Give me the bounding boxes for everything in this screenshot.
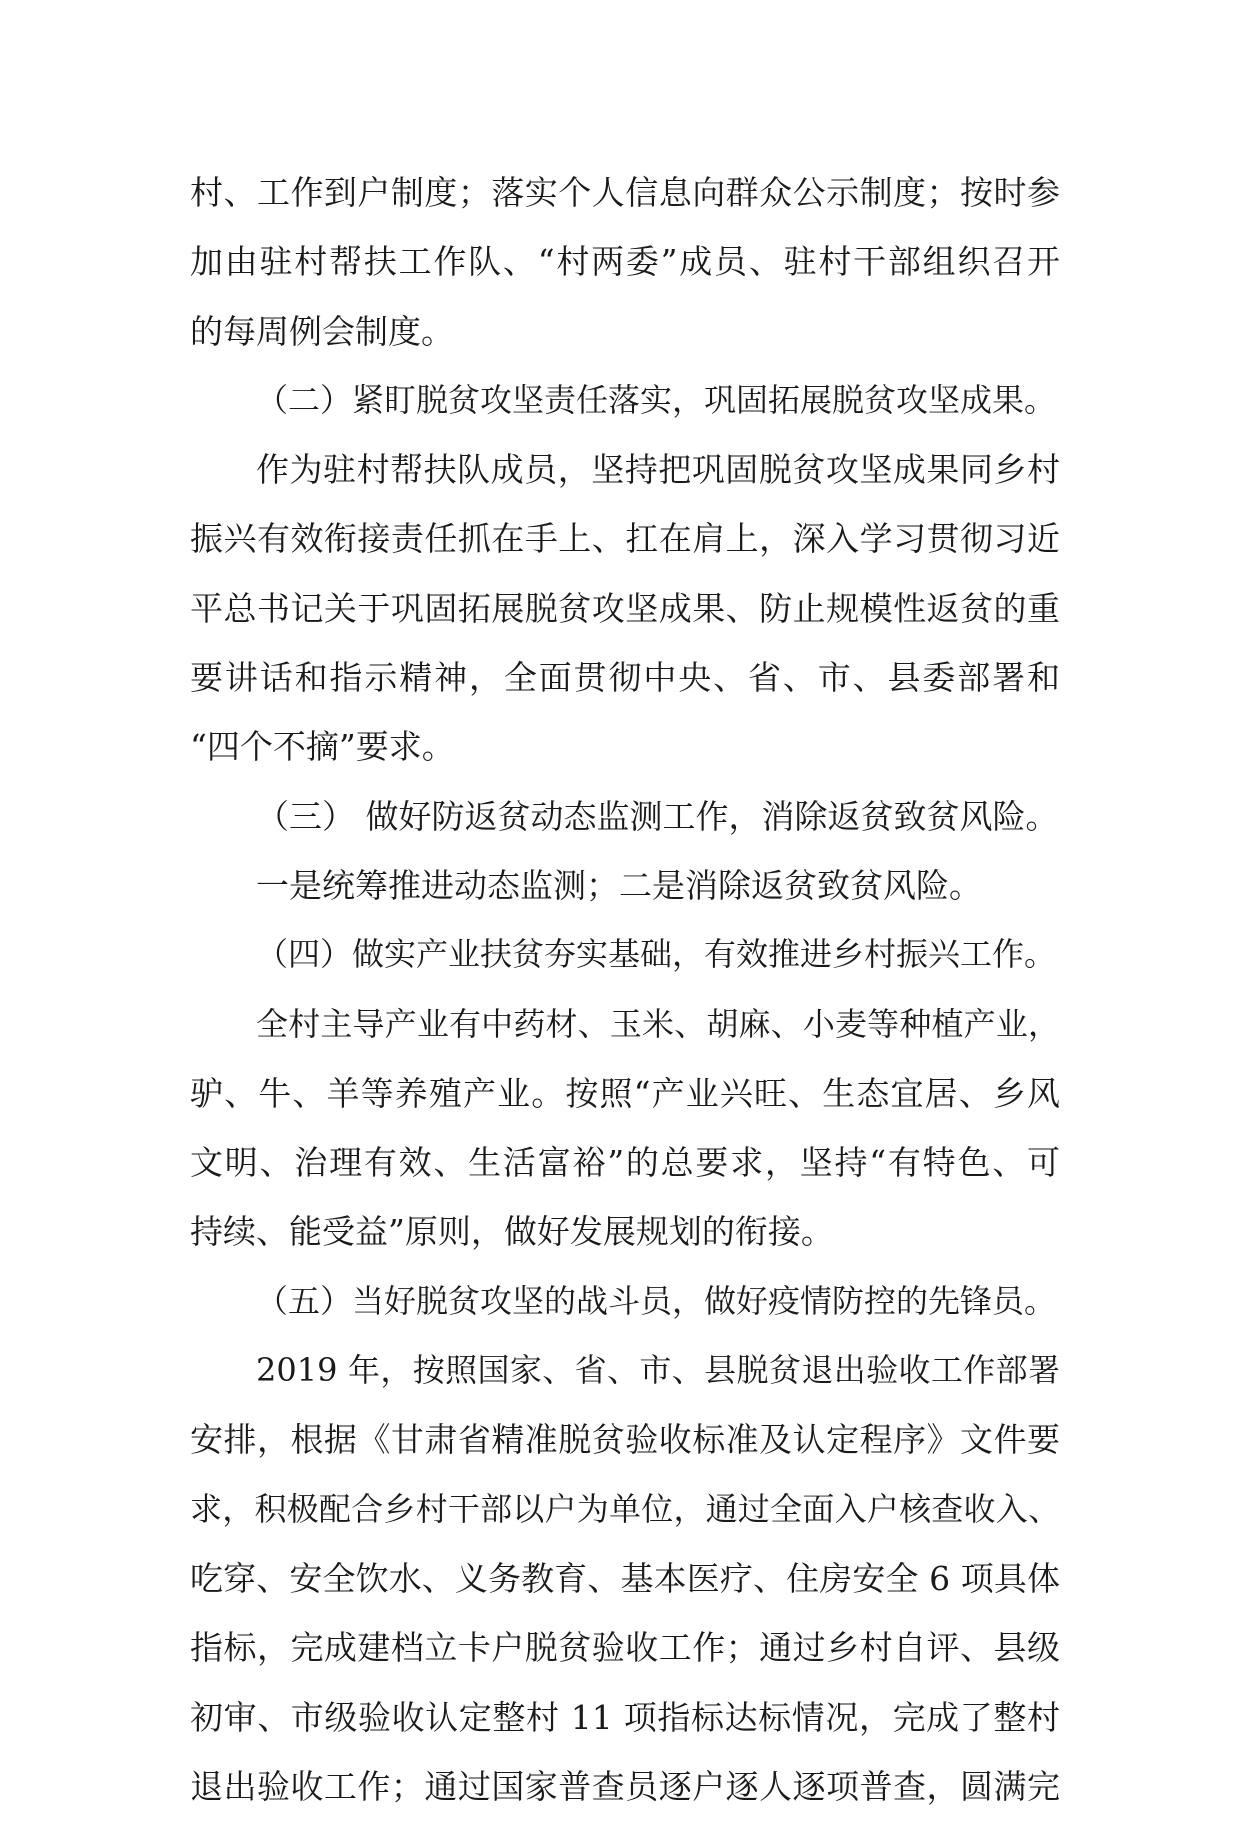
text-line: 的每周例会制度。 (190, 311, 454, 351)
text-line: 持续、能受益”原则，做好发展规划的衔接。 (190, 1212, 834, 1252)
text-line: 指标，完成建档立卡户脱贫验收工作；通过乡村自评、县级 (190, 1628, 1060, 1668)
text-line: 村、工作到户制度；落实个人信息向群众公示制度；按时参 (190, 173, 1060, 212)
text-line: 平总书记关于巩固拓展脱贫攻坚成果、防止规模性返贫的重 (190, 588, 1060, 628)
section-heading-2: （二）紧盯脱贫攻坚责任落实，巩固拓展脱贫攻坚成果。 (256, 380, 1057, 419)
text-line: 作为驻村帮扶队成员，坚持把巩固脱贫攻坚成果同乡村 (256, 450, 1060, 490)
document-body (190, 158, 1060, 1821)
text-line: 2019 年，按照国家、省、市、县脱贫退出验收工作部署 (256, 1351, 1060, 1390)
section-heading-5: （五）当好脱贫攻坚的战斗员，做好疫情防控的先锋员。 (256, 1281, 1057, 1320)
text-line: 加由驻村帮扶工作队、“村两委”成员、驻村干部组织召开 (190, 242, 1060, 282)
text-line: 退出验收工作；通过国家普查员逐户逐人逐项普查，圆满完 (190, 1766, 1060, 1806)
section-heading-3: （三） 做好防返贫动态监测工作，消除返贫致贫风险。 (256, 796, 1059, 836)
text-line: 文明、治理有效、生活富裕”的总要求，坚持“有特色、可 (190, 1143, 1060, 1183)
text-line: “四个不摘”要求。 (190, 727, 455, 767)
text-line: 求，积极配合乡村干部以户为单位，通过全面入户核查收入、 (190, 1489, 1060, 1528)
text-line: 要讲话和指示精神，全面贯彻中央、省、市、县委部署和 (190, 658, 1060, 698)
text-line: 一是统筹推进动态监测；二是消除返贫致贫风险。 (256, 865, 982, 905)
text-line: 全村主导产业有中药材、玉米、胡麻、小麦等种植产业， (256, 1004, 1060, 1043)
section-heading-4: （四）做实产业扶贫夯实基础，有效推进乡村振兴工作。 (256, 935, 1057, 974)
text-line: 驴、牛、羊等养殖产业。按照“产业兴旺、生态宜居、乡风 (190, 1073, 1060, 1113)
text-line: 振兴有效衔接责任抓在手上、扛在肩上，深入学习贯彻习近 (190, 519, 1060, 559)
text-line: 吃穿、安全饮水、义务教育、基本医疗、住房安全 6 项具体 (190, 1558, 1060, 1598)
text-line: 初审、市级验收认定整村 11 项指标达标情况，完成了整村 (190, 1697, 1060, 1737)
text-line: 安排，根据《甘肃省精准脱贫验收标准及认定程序》文件要 (190, 1420, 1060, 1460)
